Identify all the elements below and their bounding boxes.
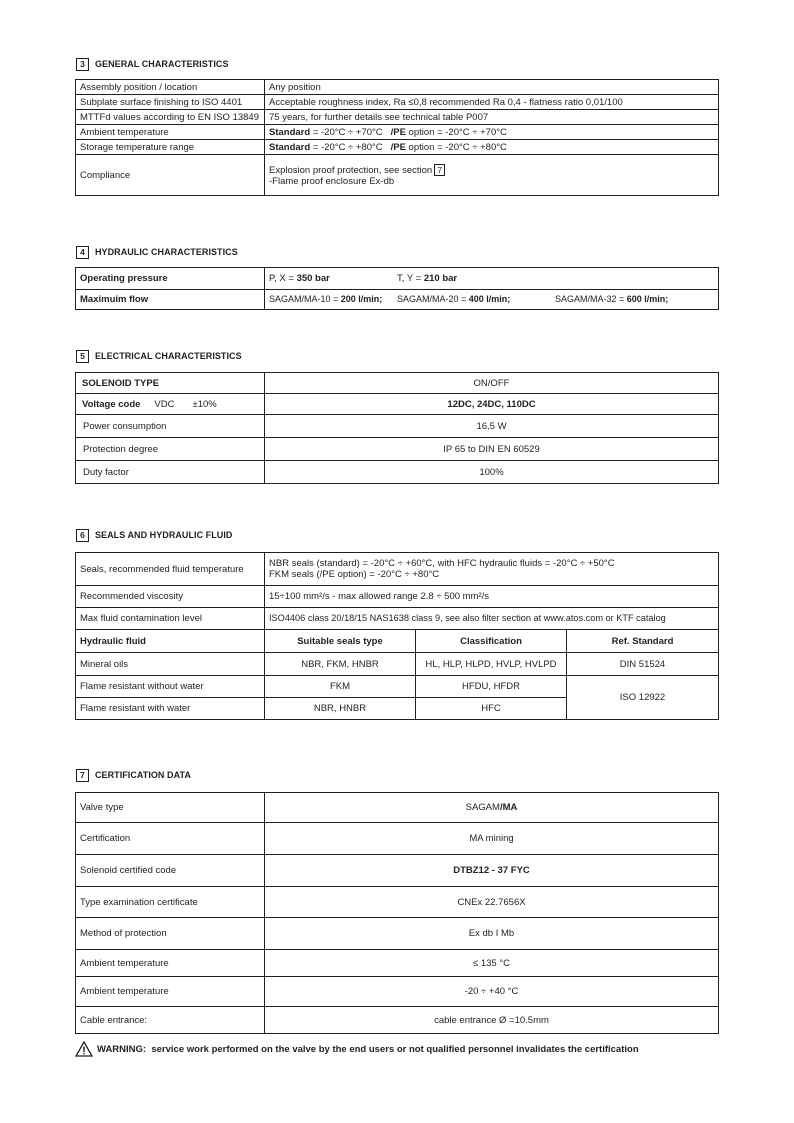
standard-label: Standard xyxy=(269,141,311,153)
pe-label: /PE xyxy=(390,126,406,138)
row-value: Any position xyxy=(265,80,719,95)
table-row xyxy=(76,950,719,977)
table-row xyxy=(76,676,719,698)
row-label: Duty factor xyxy=(76,461,265,484)
table-row xyxy=(76,290,719,310)
row-value xyxy=(265,793,719,823)
temp-line: NBR seals (standard) = -20°C ÷ +60°C, with HFC hydraulic fluids = -20°C ÷ +50°C xyxy=(269,558,615,569)
row-value xyxy=(265,125,719,140)
seals-cell: NBR, FKM, HNBR xyxy=(265,653,416,676)
row-label: Assembly position / location xyxy=(76,80,265,95)
row-value xyxy=(265,268,719,290)
row-label: Maximuim flow xyxy=(76,290,265,310)
table-row xyxy=(76,977,719,1007)
table-row xyxy=(76,1007,719,1034)
row-label: Storage temperature range xyxy=(76,140,265,155)
row-value: Acceptable roughness index, Ra ≤0,8 recommended Ra 0,4 - flatness ratio 0,01/100 xyxy=(265,95,719,110)
fluid-cell: Mineral oils xyxy=(76,653,265,676)
table-row xyxy=(76,653,719,676)
row-label: Ambient temperature xyxy=(76,977,265,1007)
voltage-unit: VDC xyxy=(154,398,175,410)
valve-prefix: SAGAM xyxy=(465,802,500,813)
standard-value: = -20°C ÷ +70°C xyxy=(310,126,383,138)
table-row xyxy=(76,373,719,394)
row-label: Solenoid certified code xyxy=(76,855,265,887)
pe-value: option = -20°C ÷ +70°C xyxy=(405,126,507,138)
column-header: Suitable seals type xyxy=(265,630,416,653)
warning-note xyxy=(75,1041,639,1057)
table-row xyxy=(76,80,719,95)
row-label: Subplate surface finishing to ISO 4401 xyxy=(76,95,265,110)
electrical-characteristics-table xyxy=(75,372,719,484)
seals-fluid-table xyxy=(75,552,719,720)
seals-cell: FKM xyxy=(265,676,416,698)
warning-prefix: WARNING: xyxy=(97,1043,147,1055)
ma10-value: 200 l/min; xyxy=(340,294,383,304)
ty-value: 210 bar xyxy=(423,273,458,284)
ma32-value: 600 l/min; xyxy=(626,294,669,304)
column-header: Hydraulic fluid xyxy=(76,630,265,653)
row-label: Protection degree xyxy=(76,438,265,461)
row-label: Method of protection xyxy=(76,918,265,950)
table-row xyxy=(76,793,719,823)
row-value: MA mining xyxy=(265,823,719,855)
row-value xyxy=(265,155,719,196)
warning-icon xyxy=(75,1041,93,1057)
row-label: Ambient temperature xyxy=(76,950,265,977)
row-value: ON/OFF xyxy=(265,373,719,394)
row-value xyxy=(265,290,719,310)
standard-cell: DIN 51524 xyxy=(567,653,719,676)
row-label: Certification xyxy=(76,823,265,855)
row-label: Power consumption xyxy=(76,415,265,438)
row-value xyxy=(265,140,719,155)
row-label: Ambient temperature xyxy=(76,125,265,140)
table-row xyxy=(76,140,719,155)
row-label: Recommended viscosity xyxy=(76,586,265,608)
row-value: 12DC, 24DC, 110DC xyxy=(265,394,719,415)
section-number: 5 xyxy=(76,350,89,363)
row-value: 16,5 W xyxy=(265,415,719,438)
certification-table xyxy=(75,792,719,1034)
table-row xyxy=(76,586,719,608)
row-value: 15÷100 mm²/s - max allowed range 2.8 ÷ 500 mm²/s xyxy=(265,586,719,608)
pe-label: /PE xyxy=(390,141,406,153)
classification-cell: HFDU, HFDR xyxy=(416,676,567,698)
px-value: 350 bar xyxy=(296,273,330,284)
table-row xyxy=(76,110,719,125)
row-value: cable entrance Ø =10.5mm xyxy=(265,1007,719,1034)
ma10-prefix: SAGAM/MA-10 = xyxy=(269,294,341,304)
voltage-label: Voltage code xyxy=(82,398,141,410)
ma20-prefix: SAGAM/MA-20 = xyxy=(397,294,469,304)
fluid-cell: Flame resistant without water xyxy=(76,676,265,698)
section-number: 4 xyxy=(76,246,89,259)
row-value: 100% xyxy=(265,461,719,484)
section-title: HYDRAULIC CHARACTERISTICS xyxy=(95,247,238,257)
row-value: ≤ 135 °C xyxy=(265,950,719,977)
classification-cell: HL, HLP, HLPD, HVLP, HVLPD xyxy=(416,653,567,676)
section-6-header xyxy=(76,528,232,542)
table-row xyxy=(76,155,719,196)
row-value: DTBZ12 - 37 FYC xyxy=(265,855,719,887)
table-row xyxy=(76,553,719,586)
row-value: Ex db I Mb xyxy=(265,918,719,950)
section-title: GENERAL CHARACTERISTICS xyxy=(95,59,229,69)
compliance-line: -Flame proof enclosure Ex-db xyxy=(269,175,395,187)
row-label: Max fluid contamination level xyxy=(76,608,265,630)
section-number: 6 xyxy=(76,529,89,542)
pe-value: option = -20°C ÷ +80°C xyxy=(405,141,507,153)
column-header: Classification xyxy=(416,630,567,653)
ma32-prefix: SAGAM/MA-32 = xyxy=(555,294,627,304)
table-row xyxy=(76,394,719,415)
section-title: SEALS AND HYDRAULIC FLUID xyxy=(95,530,233,540)
row-label: SOLENOID TYPE xyxy=(76,373,265,394)
row-value: IP 65 to DIN EN 60529 xyxy=(265,438,719,461)
section-4-header xyxy=(76,245,238,259)
fluid-cell: Flame resistant with water xyxy=(76,698,265,720)
section-number: 7 xyxy=(76,769,89,782)
table-row xyxy=(76,855,719,887)
section-title: ELECTRICAL CHARACTERISTICS xyxy=(95,351,242,361)
row-label: Type examination certificate xyxy=(76,887,265,918)
column-header: Ref. Standard xyxy=(567,630,719,653)
row-label xyxy=(76,394,265,415)
standard-cell: ISO 12922 xyxy=(567,676,719,720)
row-value: 75 years, for further details see technical table P007 xyxy=(265,110,719,125)
compliance-line: Explosion proof protection, see section xyxy=(269,164,433,176)
table-row xyxy=(76,415,719,438)
row-label: Cable entrance: xyxy=(76,1007,265,1034)
voltage-tolerance: ±10% xyxy=(192,398,217,410)
valve-suffix: /MA xyxy=(499,802,518,813)
classification-cell: HFC xyxy=(416,698,567,720)
ma20-value: 400 l/min; xyxy=(468,294,511,304)
table-header-row xyxy=(76,630,719,653)
table-row xyxy=(76,438,719,461)
row-label: Seals, recommended fluid temperature xyxy=(76,553,265,586)
table-row xyxy=(76,918,719,950)
table-row xyxy=(76,461,719,484)
hydraulic-characteristics-table xyxy=(75,267,719,310)
section-number: 3 xyxy=(76,58,89,71)
standard-value: = -20°C ÷ +80°C xyxy=(310,141,383,153)
temp-line: FKM seals (/PE option) = -20°C ÷ +80°C xyxy=(269,569,440,580)
table-row xyxy=(76,823,719,855)
row-label: MTTFd values according to EN ISO 13849 xyxy=(76,110,265,125)
seals-cell: NBR, HNBR xyxy=(265,698,416,720)
general-characteristics-table xyxy=(75,79,719,196)
row-label: Compliance xyxy=(76,155,265,196)
section-3-header xyxy=(76,57,229,71)
table-row xyxy=(76,887,719,918)
section-5-header xyxy=(76,349,242,363)
table-row xyxy=(76,268,719,290)
row-value: -20 ÷ +40 °C xyxy=(265,977,719,1007)
ty-prefix: T, Y = xyxy=(397,273,424,284)
section-7-header xyxy=(76,768,191,782)
section-title: CERTIFICATION DATA xyxy=(95,770,191,780)
row-label: Operating pressure xyxy=(76,268,265,290)
row-value xyxy=(265,553,719,586)
table-row xyxy=(76,95,719,110)
table-row xyxy=(76,125,719,140)
row-value: ISO4406 class 20/18/15 NAS1638 class 9, see also filter section at www.atos.com or KTF catalog xyxy=(265,608,719,630)
px-prefix: P, X = xyxy=(269,273,297,284)
warning-text: service work performed on the valve by the end users or not qualified personnel invalidates the certification xyxy=(151,1043,639,1055)
row-label: Valve type xyxy=(76,793,265,823)
section-reference: 7 xyxy=(434,164,445,176)
row-value: CNEx 22.7656X xyxy=(265,887,719,918)
table-row xyxy=(76,608,719,630)
standard-label: Standard xyxy=(269,126,311,138)
